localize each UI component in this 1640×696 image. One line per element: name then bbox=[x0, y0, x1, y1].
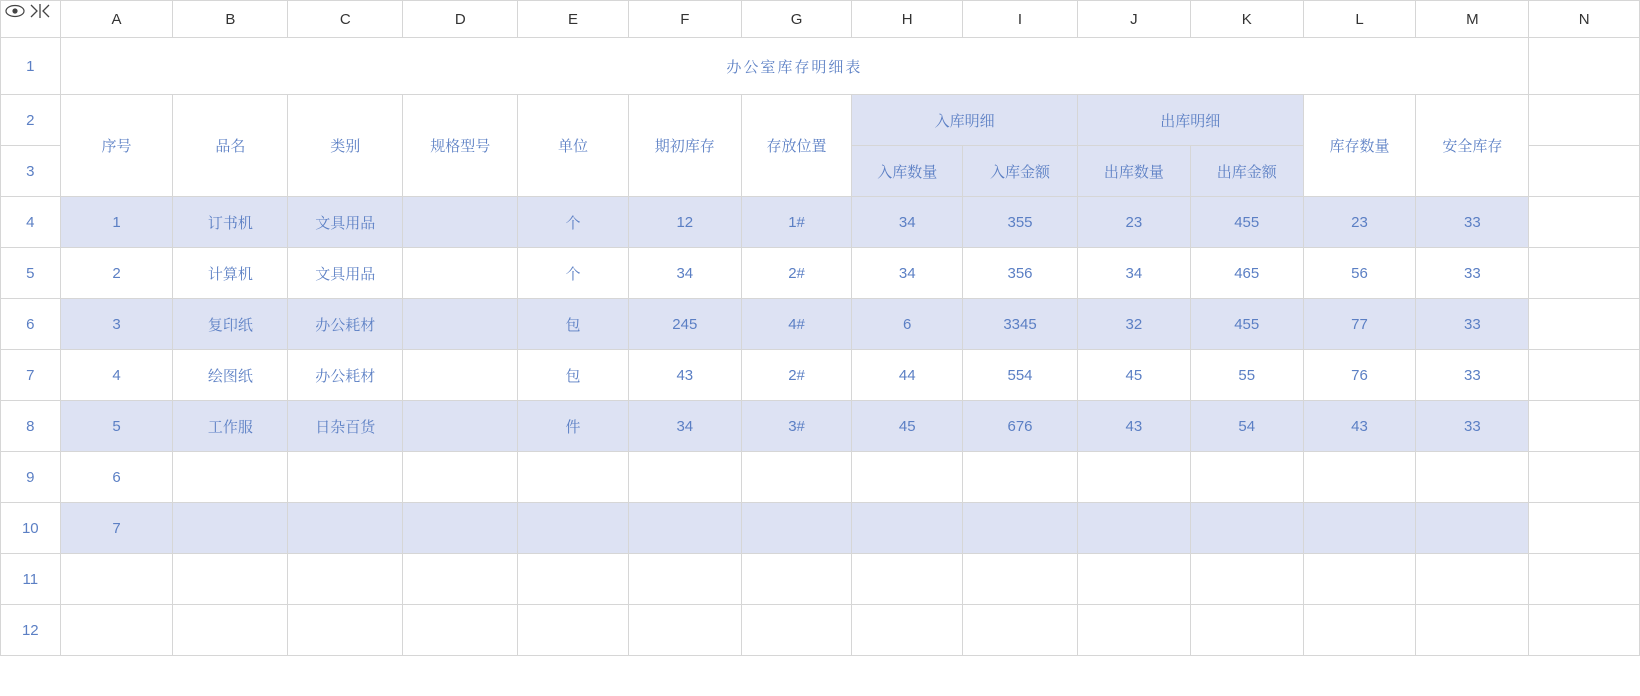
row-header-2[interactable]: 2 bbox=[1, 95, 61, 146]
cell-seq[interactable] bbox=[60, 605, 173, 656]
cell-N6[interactable] bbox=[1529, 299, 1640, 350]
cell-safety[interactable]: 33 bbox=[1416, 401, 1529, 452]
cell-in-qty[interactable]: 6 bbox=[852, 299, 963, 350]
cell-opening[interactable] bbox=[628, 452, 741, 503]
cell-in-amt[interactable]: 3345 bbox=[963, 299, 1078, 350]
cell-unit[interactable]: 包 bbox=[518, 299, 629, 350]
cell-category[interactable]: 日杂百货 bbox=[288, 401, 403, 452]
cell-opening[interactable] bbox=[628, 605, 741, 656]
cell-out-amt[interactable]: 54 bbox=[1190, 401, 1303, 452]
cell-out-amt[interactable] bbox=[1190, 605, 1303, 656]
cell-location[interactable]: 4# bbox=[741, 299, 852, 350]
cell-in-amt[interactable] bbox=[963, 452, 1078, 503]
cell-safety[interactable]: 33 bbox=[1416, 350, 1529, 401]
cell-name[interactable]: 复印纸 bbox=[173, 299, 288, 350]
row-header-11[interactable]: 11 bbox=[1, 554, 61, 605]
column-header-G[interactable]: G bbox=[741, 1, 852, 38]
cell-out-qty[interactable] bbox=[1077, 554, 1190, 605]
cell-stock-qty[interactable] bbox=[1303, 503, 1416, 554]
header-name[interactable]: 品名 bbox=[173, 95, 288, 197]
cell-N5[interactable] bbox=[1529, 248, 1640, 299]
cell-spec[interactable] bbox=[403, 503, 518, 554]
cell-in-qty[interactable]: 34 bbox=[852, 197, 963, 248]
header-in-amt[interactable]: 入库金额 bbox=[963, 146, 1078, 197]
cell-in-amt[interactable] bbox=[963, 503, 1078, 554]
cell-safety[interactable]: 33 bbox=[1416, 197, 1529, 248]
header-out-amt[interactable]: 出库金额 bbox=[1190, 146, 1303, 197]
cell-N3[interactable] bbox=[1529, 146, 1640, 197]
table-row bbox=[1, 197, 1640, 248]
cell-safety[interactable] bbox=[1416, 605, 1529, 656]
cell-location[interactable] bbox=[741, 452, 852, 503]
cell-seq[interactable]: 3 bbox=[60, 299, 173, 350]
column-header-C[interactable]: C bbox=[288, 1, 403, 38]
cell-spec[interactable] bbox=[403, 452, 518, 503]
table-row bbox=[1, 554, 1640, 605]
cell-out-qty[interactable]: 45 bbox=[1077, 350, 1190, 401]
header-in-qty[interactable]: 入库数量 bbox=[852, 146, 963, 197]
cell-name[interactable]: 订书机 bbox=[173, 197, 288, 248]
cell-location[interactable]: 2# bbox=[741, 248, 852, 299]
header-category[interactable]: 类别 bbox=[288, 95, 403, 197]
cell-category[interactable] bbox=[288, 605, 403, 656]
cell-out-qty[interactable] bbox=[1077, 452, 1190, 503]
sheet-title[interactable]: 办公室库存明细表 bbox=[60, 38, 1529, 95]
cell-out-amt[interactable]: 465 bbox=[1190, 248, 1303, 299]
header-spec[interactable]: 规格型号 bbox=[403, 95, 518, 197]
cell-seq[interactable]: 2 bbox=[60, 248, 173, 299]
cell-in-amt[interactable]: 356 bbox=[963, 248, 1078, 299]
cell-safety[interactable]: 33 bbox=[1416, 299, 1529, 350]
cell-stock-qty[interactable]: 76 bbox=[1303, 350, 1416, 401]
column-header-J[interactable]: J bbox=[1077, 1, 1190, 38]
cell-spec[interactable] bbox=[403, 197, 518, 248]
column-header-D[interactable]: D bbox=[403, 1, 518, 38]
cell-spec[interactable] bbox=[403, 605, 518, 656]
cell-seq[interactable]: 7 bbox=[60, 503, 173, 554]
cell-safety[interactable]: 33 bbox=[1416, 248, 1529, 299]
row-header-3[interactable]: 3 bbox=[1, 146, 61, 197]
cell-category[interactable] bbox=[288, 503, 403, 554]
cell-location[interactable]: 3# bbox=[741, 401, 852, 452]
cell-location[interactable]: 2# bbox=[741, 350, 852, 401]
cell-spec[interactable] bbox=[403, 248, 518, 299]
cell-safety[interactable] bbox=[1416, 503, 1529, 554]
column-header-E[interactable]: E bbox=[518, 1, 629, 38]
row-header-6[interactable]: 6 bbox=[1, 299, 61, 350]
column-header-M[interactable]: M bbox=[1416, 1, 1529, 38]
cell-in-amt[interactable]: 355 bbox=[963, 197, 1078, 248]
header-location[interactable]: 存放位置 bbox=[741, 95, 852, 197]
cell-category[interactable] bbox=[288, 554, 403, 605]
cell-opening[interactable] bbox=[628, 554, 741, 605]
group-header-outbound[interactable]: 出库明细 bbox=[1077, 95, 1303, 146]
cell-seq[interactable] bbox=[60, 554, 173, 605]
cell-in-amt[interactable]: 676 bbox=[963, 401, 1078, 452]
cell-opening[interactable]: 245 bbox=[628, 299, 741, 350]
cell-name[interactable]: 工作服 bbox=[173, 401, 288, 452]
header-seq[interactable]: 序号 bbox=[60, 95, 173, 197]
row-header-10[interactable]: 10 bbox=[1, 503, 61, 554]
cell-seq[interactable]: 4 bbox=[60, 350, 173, 401]
header-stock-qty[interactable]: 库存数量 bbox=[1303, 95, 1416, 197]
row-header-9[interactable]: 9 bbox=[1, 452, 61, 503]
collapse-columns-icon[interactable] bbox=[29, 3, 51, 19]
cell-out-qty[interactable]: 43 bbox=[1077, 401, 1190, 452]
cell-spec[interactable] bbox=[403, 350, 518, 401]
row-header-12[interactable]: 12 bbox=[1, 605, 61, 656]
cell-out-amt[interactable] bbox=[1190, 503, 1303, 554]
cell-N4[interactable] bbox=[1529, 197, 1640, 248]
column-header-F[interactable]: F bbox=[628, 1, 741, 38]
cell-in-qty[interactable]: 34 bbox=[852, 248, 963, 299]
cell-safety[interactable] bbox=[1416, 452, 1529, 503]
table-row bbox=[1, 248, 1640, 299]
cell-category[interactable]: 文具用品 bbox=[288, 197, 403, 248]
table-row bbox=[1, 299, 1640, 350]
row-header-5[interactable]: 5 bbox=[1, 248, 61, 299]
cell-unit[interactable]: 件 bbox=[518, 401, 629, 452]
cell-unit[interactable]: 个 bbox=[518, 197, 629, 248]
column-header-B[interactable]: B bbox=[173, 1, 288, 38]
column-header-A[interactable]: A bbox=[60, 1, 173, 38]
cell-in-qty[interactable] bbox=[852, 605, 963, 656]
cell-stock-qty[interactable] bbox=[1303, 452, 1416, 503]
cell-category[interactable]: 办公耗材 bbox=[288, 350, 403, 401]
cell-unit[interactable] bbox=[518, 503, 629, 554]
cell-location[interactable] bbox=[741, 554, 852, 605]
cell-opening[interactable]: 43 bbox=[628, 350, 741, 401]
cell-stock-qty[interactable]: 23 bbox=[1303, 197, 1416, 248]
cell-category[interactable]: 文具用品 bbox=[288, 248, 403, 299]
eye-icon[interactable] bbox=[5, 4, 25, 18]
cell-N2[interactable] bbox=[1529, 95, 1640, 146]
cell-N12[interactable] bbox=[1529, 605, 1640, 656]
cell-in-qty[interactable]: 45 bbox=[852, 401, 963, 452]
table-row bbox=[1, 503, 1640, 554]
column-header-row bbox=[1, 1, 1640, 38]
cell-in-qty[interactable] bbox=[852, 554, 963, 605]
cell-in-amt[interactable] bbox=[963, 554, 1078, 605]
group-header-inbound[interactable]: 入库明细 bbox=[852, 95, 1078, 146]
cell-name[interactable]: 绘图纸 bbox=[173, 350, 288, 401]
cell-seq[interactable]: 6 bbox=[60, 452, 173, 503]
header-out-qty[interactable]: 出库数量 bbox=[1077, 146, 1190, 197]
cell-out-amt[interactable]: 455 bbox=[1190, 197, 1303, 248]
cell-unit[interactable] bbox=[518, 605, 629, 656]
cell-unit[interactable] bbox=[518, 554, 629, 605]
cell-out-qty[interactable]: 32 bbox=[1077, 299, 1190, 350]
header-unit[interactable]: 单位 bbox=[518, 95, 629, 197]
cell-stock-qty[interactable]: 56 bbox=[1303, 248, 1416, 299]
cell-in-qty[interactable] bbox=[852, 503, 963, 554]
cell-name[interactable] bbox=[173, 605, 288, 656]
cell-out-qty[interactable] bbox=[1077, 605, 1190, 656]
row-header-1[interactable]: 1 bbox=[1, 38, 61, 95]
cell-unit[interactable] bbox=[518, 452, 629, 503]
cell-in-amt[interactable] bbox=[963, 605, 1078, 656]
cell-name[interactable] bbox=[173, 452, 288, 503]
cell-out-qty[interactable] bbox=[1077, 503, 1190, 554]
cell-out-amt[interactable]: 455 bbox=[1190, 299, 1303, 350]
cell-category[interactable] bbox=[288, 452, 403, 503]
cell-out-amt[interactable] bbox=[1190, 452, 1303, 503]
row-header-4[interactable]: 4 bbox=[1, 197, 61, 248]
column-header-K[interactable]: K bbox=[1190, 1, 1303, 38]
cell-out-qty[interactable]: 23 bbox=[1077, 197, 1190, 248]
table-row bbox=[1, 605, 1640, 656]
cell-safety[interactable] bbox=[1416, 554, 1529, 605]
cell-N11[interactable] bbox=[1529, 554, 1640, 605]
cell-in-qty[interactable] bbox=[852, 452, 963, 503]
cell-location[interactable] bbox=[741, 605, 852, 656]
cell-unit[interactable]: 个 bbox=[518, 248, 629, 299]
row-header-8[interactable]: 8 bbox=[1, 401, 61, 452]
cell-stock-qty[interactable] bbox=[1303, 605, 1416, 656]
cell-N7[interactable] bbox=[1529, 350, 1640, 401]
cell-stock-qty[interactable] bbox=[1303, 554, 1416, 605]
cell-in-qty[interactable]: 44 bbox=[852, 350, 963, 401]
column-header-L[interactable]: L bbox=[1303, 1, 1416, 38]
row-2 bbox=[1, 95, 1640, 146]
table-row bbox=[1, 452, 1640, 503]
table-row bbox=[1, 401, 1640, 452]
cell-category[interactable]: 办公耗材 bbox=[288, 299, 403, 350]
cell-opening[interactable] bbox=[628, 503, 741, 554]
cell-N1[interactable] bbox=[1529, 38, 1640, 95]
cell-N9[interactable] bbox=[1529, 452, 1640, 503]
cell-spec[interactable] bbox=[403, 299, 518, 350]
cell-opening[interactable]: 12 bbox=[628, 197, 741, 248]
cell-seq[interactable]: 1 bbox=[60, 197, 173, 248]
cell-name[interactable]: 计算机 bbox=[173, 248, 288, 299]
cell-stock-qty[interactable]: 43 bbox=[1303, 401, 1416, 452]
select-all-corner[interactable] bbox=[1, 1, 61, 38]
header-opening[interactable]: 期初库存 bbox=[628, 95, 741, 197]
cell-opening[interactable]: 34 bbox=[628, 248, 741, 299]
cell-stock-qty[interactable]: 77 bbox=[1303, 299, 1416, 350]
cell-out-qty[interactable]: 34 bbox=[1077, 248, 1190, 299]
cell-name[interactable] bbox=[173, 554, 288, 605]
cell-location[interactable] bbox=[741, 503, 852, 554]
header-safety-stock[interactable]: 安全库存 bbox=[1416, 95, 1529, 197]
cell-spec[interactable] bbox=[403, 554, 518, 605]
row-1 bbox=[1, 38, 1640, 95]
cell-opening[interactable]: 34 bbox=[628, 401, 741, 452]
row-header-7[interactable]: 7 bbox=[1, 350, 61, 401]
column-header-H[interactable]: H bbox=[852, 1, 963, 38]
cell-spec[interactable] bbox=[403, 401, 518, 452]
column-header-N[interactable]: N bbox=[1529, 1, 1640, 38]
cell-unit[interactable]: 包 bbox=[518, 350, 629, 401]
cell-in-amt[interactable]: 554 bbox=[963, 350, 1078, 401]
cell-N10[interactable] bbox=[1529, 503, 1640, 554]
cell-N8[interactable] bbox=[1529, 401, 1640, 452]
cell-out-amt[interactable]: 55 bbox=[1190, 350, 1303, 401]
table-row bbox=[1, 350, 1640, 401]
cell-out-amt[interactable] bbox=[1190, 554, 1303, 605]
cell-seq[interactable]: 5 bbox=[60, 401, 173, 452]
column-header-I[interactable]: I bbox=[963, 1, 1078, 38]
cell-location[interactable]: 1# bbox=[741, 197, 852, 248]
cell-name[interactable] bbox=[173, 503, 288, 554]
